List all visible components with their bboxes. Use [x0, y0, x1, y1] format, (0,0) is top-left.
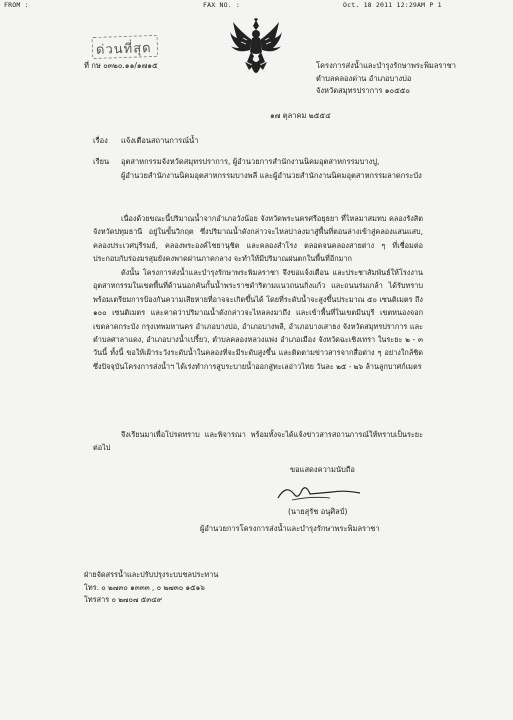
sender-line-3: จังหวัดสมุทรปราการ ๑๐๕๕๐: [316, 86, 411, 95]
urgent-stamp: ด่วนที่สุด: [96, 37, 152, 60]
sender-address: [316, 60, 456, 98]
recipient-block: [93, 155, 423, 183]
subject-line: [93, 135, 199, 147]
fax-header: [0, 0, 513, 12]
footer-contact: [84, 569, 218, 607]
fax-from: FROM :: [4, 1, 29, 9]
footer-unit: ฝ่ายจัดสรรน้ำและปรับปรุงระบบชลประทาน: [84, 570, 219, 579]
body-paragraph-1: [93, 212, 423, 266]
body-paragraph-2: [93, 266, 423, 373]
paragraph-1-text: เนื่องด้วยขณะนี้ปริมาณน้ำจากอำเภอวังน้อย จังหวัดพระนครศรีอยุธยา ที่ไหลมาสมทบ คลองรังสิต จังหวัดปทุมธานี อยู่ในขั้นวิกฤต ซึ่งปริมาณน้ำดังกล่าวจะไหลบ่าลงมาสู่พื้นที่ตอนล่างเข้าสู่คลองแสนแสบ, คลองประเวศบุรีรมย์, คลองพระองค์ไชยานุชิต และคลองสำโรง ตลอดจนคลองสายต่าง ๆ ที่เชื่อมต่อ ประกอบกับร่องมรสุมยังคงพาดผ่านภาคกลาง จะทำให้มีปริมาณฝนตกในพื้นที่อีกมาก: [93, 214, 423, 264]
recipient-label: เรียน: [93, 157, 110, 166]
fax-datetime-page: Oct. 18 2011 12:29AM P 1: [343, 1, 442, 9]
closing-salutation: ขอแสดงความนับถือ: [290, 465, 355, 474]
subject-text: แจ้งเตือนสถานการณ์น้ำ: [121, 136, 199, 145]
footer-phone: โทร. ๐ ๒๗๓๐ ๑๓๓๓ , ๐ ๒๗๓๐ ๑๕๑๖: [84, 582, 205, 592]
letter-date: ๑๗ ตุลาคม ๒๕๕๔: [270, 111, 331, 120]
signer-name: (นายสุรัช อนุศิลป์): [288, 507, 348, 516]
footer-fax: โทรสาร ๐ ๒๗๐๗ ๕๓๔๙: [84, 595, 163, 604]
document-number: ที่ กษ ๐๓๒๐.๑๑/๑๗๑๕: [84, 61, 158, 70]
signer-position: ผู้อำนวยการโครงการส่งน้ำและบำรุงรักษาพระพิมลราชา: [200, 524, 380, 533]
recipient-line-2: ผู้อำนวยสำนักงานนิคมอุตสาหกรรมบางพลี และผู้อำนวยสำนักงานนิคมอุตสาหกรรมลาดกระบัง: [121, 171, 422, 180]
sender-line-2: ตำบลคลองด่าน อำเภอบางบ่อ: [316, 73, 412, 83]
body-paragraph-3: [93, 428, 423, 455]
sender-line-1: โครงการส่งน้ำและบำรุงรักษาพระพิมลราชา: [316, 61, 456, 70]
paragraph-2-text: ดังนั้น โครงการส่งน้ำและบำรุงรักษาพระพิมลราชา จึงขอแจ้งเตือน และประชาสัมพันธ์ให้โรงงานอุตสาหกรรมในเขตพื้นที่ด้านนอกคันกั้นน้ำพระราชดำริตามแนวถนนกิ่งแก้ว และถนนร่มเกล้า ได้รับทราบ พร้อมเตรียมการป้องกันความเสียหายที่อาจจะเกิดขึ้นได้ โดยที่ระดับน้ำจะสูงขึ้นประมาณ ๕๐ เซนติเมตร ถึง ๑๐๐ เซนติเมตร และคาดว่าปริมาณน้ำดังกล่าวจะไหลลงมาถึง และเข้าพื้นที่ในเขตมีนบุรี เขตหนองจอก เขตลาดกระบัง กรุงเทพมหานคร อำเภอบางบ่อ, อำเภอบางพลี, อำเภอบางเสาธง จังหวัดสมุทรปราการ และตำบลศาลาแดง, อำเภอบางน้ำเปรี้ยว, ตำบลคลองหลวงแพ่ง อำเภอเมือง จังหวัดฉะเชิงเทรา ในระยะ ๒ - ๓ วันนี้ ทั้งนี้ ขอให้เฝ้าระวังระดับน้ำในคลองที่จะมีระดับสูงขึ้น และติดตามข่าวสารจากสื่อต่าง ๆ อย่างใกล้ชิด ซึ่งปัจจุบันโครงการส่งน้ำฯ ได้เร่งทำการสูบระบายน้ำออกสู่ทะเลอ่าวไทย วันละ ๒๕ - ๒๖ ล้านลูกบาศก์เมตร: [93, 268, 423, 371]
paragraph-3-text: จึงเรียนมาเพื่อโปรดทราบ และพิจารณา พร้อมทั้งจะได้แจ้งข่าวสารสถานการณ์ให้ทราบเป็นระยะต่อไป: [93, 430, 423, 453]
fax-number: FAX NO. :: [203, 1, 241, 9]
subject-label: เรื่อง: [93, 136, 108, 145]
handwritten-signature: [272, 480, 364, 506]
recipient-line-1: อุตสาหกรรมจังหวัดสมุทรปราการ, ผู้อำนวยการสำนักงานนิคมอุตสาหกรรมบางปู,: [121, 157, 380, 166]
garuda-emblem-icon: [229, 18, 283, 80]
